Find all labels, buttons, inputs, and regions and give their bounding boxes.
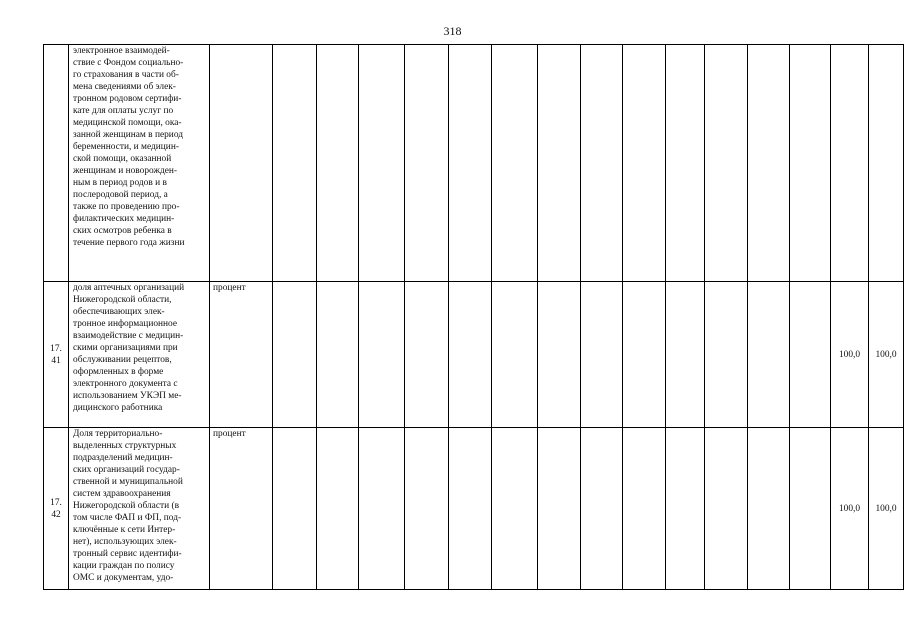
- value-cell: [359, 428, 405, 590]
- indicator-name-cell: доля аптечных организаций Нижегородской области, обеспечивающих элек- тронное информационное взаимодействие с медицин- скими организациями при обслуживании рецептов, оформленных в форме электронного документа с использованием УКЭП ме- дицинского работника: [69, 282, 210, 428]
- value-cell: [748, 282, 790, 428]
- indicator-name-cell: Доля территориально- выделенных структурных подразделений медицин- ских организаций государ- ственной и муниципальной систем здравоохранения Нижегородской области (в том числе ФАП и ФП, под- ключённые к сети Интер- нет), использующих элек- тронный сервис идентифи- кации граждан по полису ОМС и документам, удо-: [69, 428, 210, 590]
- value-cell: [538, 45, 581, 282]
- value-cell: [581, 428, 623, 590]
- unit-cell: процент: [210, 282, 273, 428]
- value-cell: [748, 428, 790, 590]
- value-cell: [449, 45, 492, 282]
- value-cell: [538, 428, 581, 590]
- value-cell: [449, 428, 492, 590]
- target-value-cell: 100,0: [869, 282, 904, 428]
- value-cell: [623, 282, 666, 428]
- value-cell: [623, 428, 666, 590]
- indicator-table: [43, 44, 904, 590]
- value-cell: [405, 428, 449, 590]
- value-cell: [405, 45, 449, 282]
- value-cell: [666, 428, 705, 590]
- value-cell: [273, 428, 317, 590]
- value-cell: [623, 45, 666, 282]
- table-row: [44, 45, 904, 282]
- row-number-cell: [44, 45, 69, 282]
- value-cell: [359, 282, 405, 428]
- row-number-cell: 17. 41: [44, 282, 69, 428]
- value-cell: [831, 45, 869, 282]
- value-cell: [538, 282, 581, 428]
- row-number-cell: 17. 42: [44, 428, 69, 590]
- table-row: [44, 428, 904, 590]
- value-cell: [492, 282, 538, 428]
- value-cell: [790, 282, 831, 428]
- value-cell: [405, 282, 449, 428]
- page-number: 318: [443, 24, 462, 38]
- value-cell: [666, 45, 705, 282]
- value-cell: [790, 45, 831, 282]
- value-cell: [273, 282, 317, 428]
- value-cell: [317, 45, 359, 282]
- unit-cell: процент: [210, 428, 273, 590]
- value-cell: [492, 428, 538, 590]
- value-cell: [581, 282, 623, 428]
- value-cell: [869, 45, 904, 282]
- value-cell: [666, 282, 705, 428]
- value-cell: [748, 45, 790, 282]
- value-cell: [705, 45, 748, 282]
- value-cell: [449, 282, 492, 428]
- unit-cell: [210, 45, 273, 282]
- target-value-cell: 100,0: [869, 428, 904, 590]
- value-cell: [790, 428, 831, 590]
- value-cell: [273, 45, 317, 282]
- value-cell: [359, 45, 405, 282]
- value-cell: [492, 45, 538, 282]
- value-cell: [581, 45, 623, 282]
- indicator-name-cell: электронное взаимодей- ствие с Фондом социально- го страхования в части об- мена сведениями об элек- тронном родовом сертифи- кате для оплаты услуг по медицинской помощи, ока- занной женщинам в период беременности, и медицин- ской помощи, оказанной женщинам и новорожден- ным в период родов и в послеродовой период, а также по проведению про- филактических медицин- ских осмотров ребенка в течение первого года жизни: [69, 45, 210, 282]
- value-cell: [705, 282, 748, 428]
- value-cell: [705, 428, 748, 590]
- table-row: [44, 282, 904, 428]
- target-value-cell: 100,0: [831, 428, 869, 590]
- value-cell: [317, 428, 359, 590]
- target-value-cell: 100,0: [831, 282, 869, 428]
- value-cell: [317, 282, 359, 428]
